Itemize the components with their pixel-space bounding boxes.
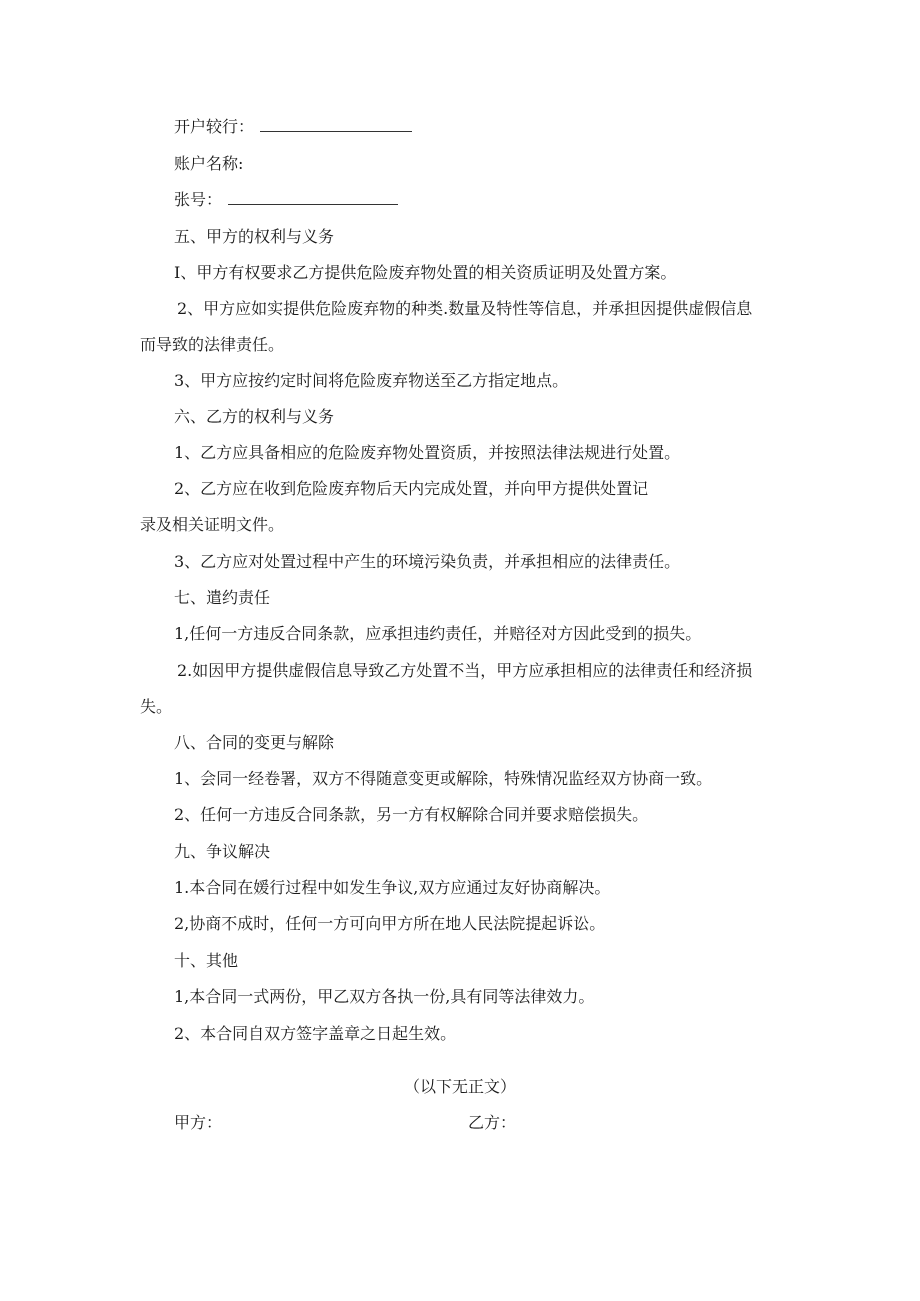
clause-text: I、甲方有权要求乙方提供危险废弃物处置的相关资质证明及处置方案。 <box>174 263 677 282</box>
clause-text: 2、本合同自双方签字盖章之日起生效。 <box>174 1024 457 1043</box>
clause-text: 2、任何一方违反合同条款，另一方有权解除合同并要求赔偿损失。 <box>174 805 649 824</box>
clause-text: 1,本合同一式两份，甲乙双方各执一份,具有同等法律效力。 <box>174 987 595 1006</box>
clause-text: 2.如因甲方提供虚假信息导致乙方处置不当，甲方应承担相应的法律责任和经济损 <box>177 661 753 680</box>
section-heading: 六、乙方的权利与义务 <box>174 407 335 426</box>
clause-text: 3、甲方应按约定时间将危险废弃物送至乙方指定地点。 <box>174 371 569 390</box>
party-b-signature-label: 乙方： <box>468 1113 517 1132</box>
opening-bank-blank <box>260 117 412 132</box>
account-no-blank <box>228 190 398 205</box>
clause-text: 2、乙方应在收到危险废弃物后天内完成处置，并向甲方提供处置记 <box>174 479 649 498</box>
section-heading: 五、甲方的权利与义务 <box>174 227 335 246</box>
clause-text: 1.本合同在媛行过程中如发生争议,双方应通过友好协商解决。 <box>174 878 611 897</box>
section-heading: 八、合同的变更与解除 <box>174 733 335 752</box>
clause-text: 1、会同一经卷署，双方不得随意变更或解除，特殊情况监经双方协商一致。 <box>174 769 713 788</box>
section-heading: 十、其他 <box>174 951 239 970</box>
section-heading: 九、争议解决 <box>174 842 271 861</box>
clause-text: 2、甲方应如实提供危险废弃物的种类.数量及特性等信息，并承担因提供虚假信息 <box>177 299 753 318</box>
clause-text: 而导致的法律责任。 <box>140 335 285 354</box>
clause-text: 2,协商不成时，任何一方可向甲方所在地人民法院提起诉讼。 <box>174 914 606 933</box>
party-a-signature-label: 甲方： <box>174 1113 223 1132</box>
clause-text: 1、乙方应具备相应的危险废弃物处置资质，并按照法律法规进行处置。 <box>174 443 681 462</box>
opening-bank-row <box>174 116 412 138</box>
account-no-label: 张号： <box>174 190 223 209</box>
clause-text: 1,任何一方违反合同条款，应承担违约责任，并赔径对方因此受到的损失。 <box>174 624 702 643</box>
clause-text: 录及相关证明文件。 <box>140 515 285 534</box>
clause-text: 失。 <box>140 697 173 716</box>
clause-text: 3、乙方应对处置过程中产生的环境污染负责，并承担相应的法律责任。 <box>174 552 681 571</box>
account-name-label: 账户名称: <box>174 154 244 173</box>
account-name-row <box>174 153 243 175</box>
opening-bank-label: 开户较行： <box>174 117 255 136</box>
section-heading: 七、遣约责任 <box>174 588 271 607</box>
account-no-row <box>174 189 398 211</box>
end-of-text-note: （以下无正文） <box>403 1077 516 1096</box>
